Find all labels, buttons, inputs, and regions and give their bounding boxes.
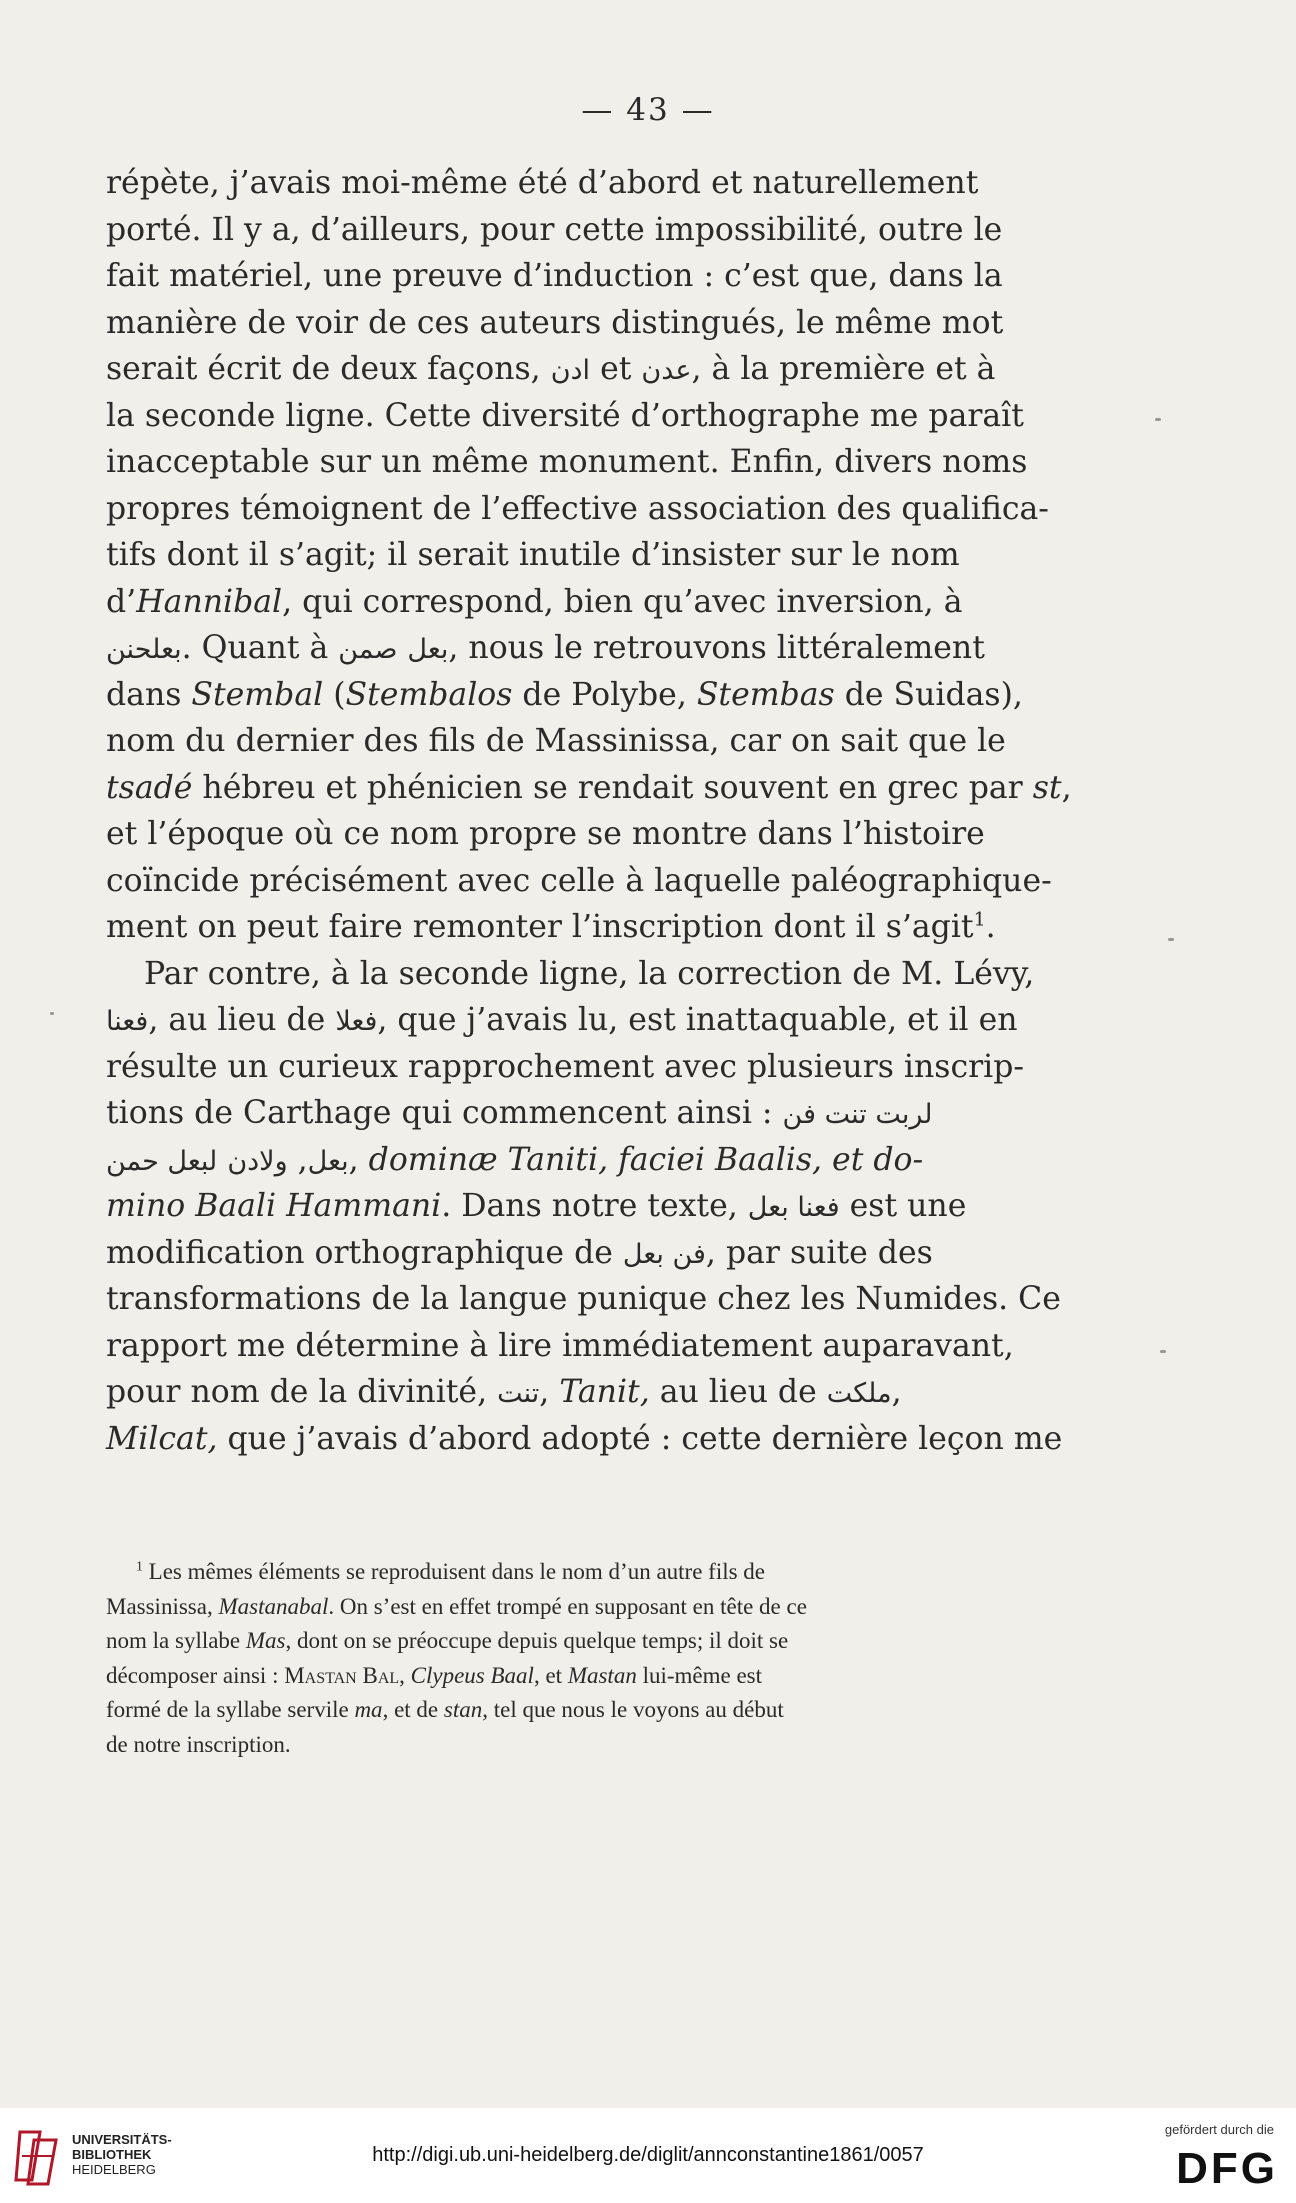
text-line bbox=[106, 207, 1038, 254]
text-run: serait écrit de deux façons, ادن et عدن, à la première et à bbox=[106, 351, 996, 387]
text-run: résulte un curieux rapprochement avec plusieurs inscrip- bbox=[106, 1048, 1025, 1085]
arabic-word: لربت تنت فن bbox=[782, 1099, 933, 1130]
text-run: Par contre, à la seconde ligne, la correction de M. Lévy, bbox=[144, 955, 1035, 992]
footnote-line bbox=[106, 1659, 1050, 1694]
page-number: — 43 — bbox=[581, 92, 715, 128]
footer-bar bbox=[0, 2108, 1296, 2203]
text-run: de notre inscription. bbox=[106, 1731, 291, 1757]
arabic-word: بعل bbox=[407, 634, 449, 665]
text-line bbox=[106, 811, 1038, 858]
text-run: بعلحنن. Quant à بعل صمن , nous le retrouvons littéralement bbox=[106, 630, 985, 666]
text-run: ment on peut faire remonter l’inscription dont il s’agit$^1$. bbox=[106, 908, 996, 945]
italic-name: Hannibal bbox=[136, 583, 283, 620]
text-line bbox=[106, 625, 1038, 672]
text-run: inacceptable sur un même monument. Enfin, divers noms bbox=[106, 444, 1028, 480]
arabic-word: تنت bbox=[497, 1378, 540, 1409]
text-run: et l’époque où ce nom propre se montre dans l’histoire bbox=[106, 816, 985, 852]
text-run: pour nom de la divinité, تنت, Tanit, au lieu de ملكت, bbox=[106, 1374, 902, 1410]
footnote-line bbox=[106, 1693, 1050, 1728]
text-run: rapport me détermine à lire immédiatement auparavant, bbox=[106, 1327, 1014, 1364]
text-line bbox=[106, 1044, 1038, 1091]
text-run: porté. Il y a, d’ailleurs, pour cette impossibilité, outre le bbox=[106, 211, 1003, 248]
text-run: propres témoignent de l’effective association des qualifica- bbox=[106, 490, 1049, 527]
footnote-line bbox=[106, 1728, 1050, 1763]
footnote-line bbox=[106, 1624, 1050, 1659]
funding-caption: gefördert durch die bbox=[1164, 2122, 1274, 2137]
text-run: tifs dont il s’agit; il serait inutile d’insister sur le nom bbox=[106, 537, 960, 573]
arabic-word: صمن bbox=[338, 634, 398, 665]
paper-speck bbox=[1155, 418, 1161, 421]
footnote-line bbox=[106, 1590, 1050, 1625]
arabic-word: ولادن bbox=[227, 1145, 288, 1177]
paper-speck bbox=[1160, 1350, 1166, 1353]
text-run: tsadé hébreu et phénicien se rendait souvent en grec par st, bbox=[106, 769, 1072, 806]
library-name: UNIVERSITÄTS- BIBLIOTHEK HEIDELBERG bbox=[72, 2132, 172, 2177]
text-line bbox=[106, 1090, 1038, 1137]
text-line bbox=[106, 1137, 1038, 1184]
text-run: formé de la syllabe servile ma, et de stan, tel que nous le voyons au début bbox=[106, 1697, 784, 1722]
text-line bbox=[106, 1369, 1038, 1416]
paper-speck bbox=[50, 1012, 54, 1015]
text-line bbox=[106, 253, 1038, 300]
body-text bbox=[106, 160, 1072, 1462]
text-run: nom du dernier des fils de Massinissa, car on sait que le bbox=[106, 723, 1006, 759]
text-run: décomposer ainsi : Mastan Bal, Clypeus Baal, et Mastan lui-même est bbox=[106, 1662, 762, 1688]
text-line bbox=[106, 672, 1038, 719]
text-line bbox=[106, 579, 1038, 626]
text-line bbox=[106, 951, 1038, 998]
text-line bbox=[106, 160, 1038, 207]
text-run: mino Baali Hammani. Dans notre texte, فعنا بعل est une bbox=[106, 1188, 967, 1224]
dfg-logo: DFG bbox=[1176, 2144, 1278, 2193]
text-run: Milcat, que j’avais d’abord adopté : cette dernière leçon me bbox=[106, 1420, 1063, 1457]
text-line bbox=[106, 718, 1038, 765]
arabic-word: فن بعل bbox=[622, 1238, 706, 1270]
text-run: la seconde ligne. Cette diversité d’orthographe me paraît bbox=[106, 397, 1024, 434]
text-run: coïncide précisément avec celle à laquelle paléographique- bbox=[106, 862, 1052, 899]
text-run: فعنا, au lieu de فعلا, que j’avais lu, est inattaquable, et il en bbox=[106, 1002, 1018, 1038]
text-line bbox=[106, 1230, 1038, 1277]
footnote-marker: 1 bbox=[973, 908, 986, 931]
text-run: modification orthographique de فن بعل, par suite des bbox=[106, 1234, 933, 1271]
text-line bbox=[106, 532, 1038, 579]
text-run: $^1$ Les mêmes éléments se reproduisent dans le nom d’un autre fils de bbox=[136, 1558, 766, 1584]
arabic-word: ادن bbox=[550, 355, 591, 386]
text-run: Massinissa, Mastanabal. On s’est en effet trompé en supposant en tête de ce bbox=[106, 1593, 807, 1619]
arabic-word: ملكت bbox=[826, 1378, 892, 1409]
arabic-word: فعنا بعل bbox=[747, 1192, 840, 1223]
text-run: manière de voir de ces auteurs distingués, le même mot bbox=[106, 304, 1004, 341]
text-line bbox=[106, 997, 1038, 1044]
text-line bbox=[106, 1183, 1038, 1230]
source-url-link[interactable]: http://digi.ub.uni-heidelberg.de/diglit/annconstantine1861/0057 bbox=[372, 2144, 924, 2166]
text-run: répète, j’avais moi-même été d’abord et naturellement bbox=[106, 165, 979, 201]
text-line bbox=[106, 858, 1052, 905]
text-line bbox=[106, 439, 1038, 486]
arabic-word: فعنا bbox=[106, 1006, 149, 1037]
text-run: d’Hannibal, qui correspond, bien qu’avec inversion, à bbox=[106, 583, 963, 620]
text-line bbox=[106, 300, 1038, 347]
text-line bbox=[106, 1276, 1061, 1323]
text-line bbox=[106, 1416, 1063, 1463]
text-line bbox=[106, 346, 1038, 393]
arabic-word: لبعل حمن bbox=[106, 1145, 218, 1177]
text-run: tions de Carthage qui commencent ainsi : لربت تنت فن bbox=[106, 1095, 933, 1131]
text-line bbox=[106, 1323, 1038, 1370]
arabic-word: بعل bbox=[307, 1145, 349, 1177]
paper-speck bbox=[1168, 938, 1174, 941]
footnotes bbox=[106, 1555, 1050, 1762]
text-line bbox=[106, 765, 1072, 812]
text-run: transformations de la langue punique chez les Numides. Ce bbox=[106, 1281, 1061, 1317]
text-run: fait matériel, une preuve d’induction : c’est que, dans la bbox=[106, 258, 1003, 294]
text-run: dans Stembal (Stembalos de Polybe, Stembas de Suidas), bbox=[106, 676, 1023, 713]
text-run: بعل, ولادن لبعل حمن , dominæ Taniti, faciei Baalis, et do- bbox=[106, 1141, 924, 1178]
text-run: nom la syllabe Mas, dont on se préoccupe depuis quelque temps; il doit se bbox=[106, 1628, 789, 1653]
text-line bbox=[106, 904, 1038, 951]
footnote-line bbox=[106, 1555, 1050, 1590]
arabic-word: فعلا bbox=[335, 1006, 378, 1037]
text-line bbox=[106, 486, 1049, 533]
text-line bbox=[106, 393, 1038, 440]
arabic-word: عدن bbox=[641, 355, 692, 386]
footnote-number: 1 bbox=[136, 1558, 143, 1574]
arabic-word: بعلحنن bbox=[106, 634, 182, 665]
